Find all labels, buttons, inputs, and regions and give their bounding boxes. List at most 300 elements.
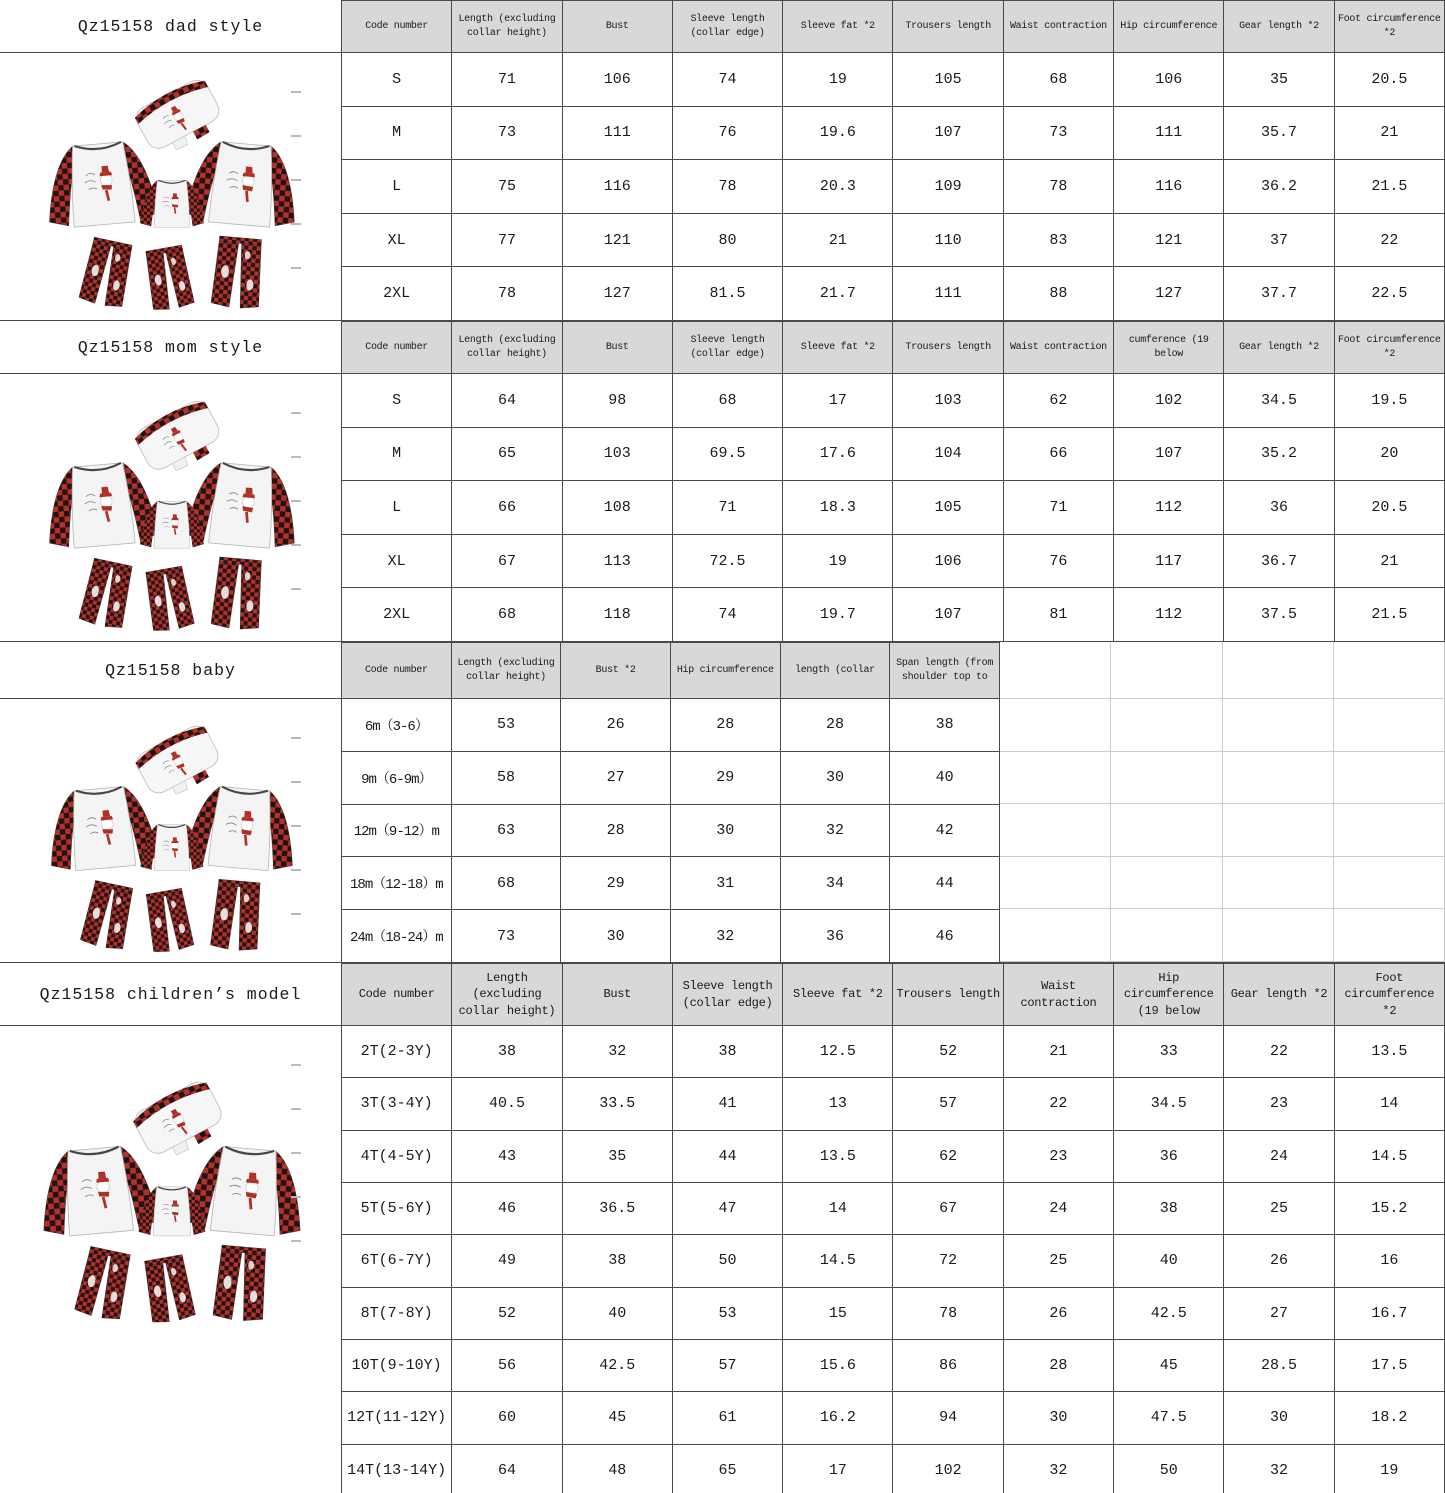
- pajama-set-image: [20, 63, 322, 319]
- dad-section-title: Qz15158 dad style: [0, 0, 341, 53]
- mom-left-panel: [0, 321, 341, 642]
- measurement-cell: 111: [893, 267, 1003, 321]
- header-row: [342, 322, 1445, 374]
- measurement-cell: 80: [672, 213, 782, 267]
- measurement-cell: 16: [1334, 1235, 1444, 1287]
- measurement-cell: 30: [780, 751, 890, 804]
- measurement-cell: 86: [893, 1339, 1003, 1391]
- measurement-cell: 32: [780, 804, 890, 857]
- table-row: [342, 751, 1000, 804]
- empty-grid-cell: [1111, 804, 1222, 857]
- measurement-cell: 30: [1224, 1392, 1334, 1444]
- measurement-cell: 12.5: [783, 1026, 893, 1078]
- measurement-cell: 40.5: [452, 1078, 562, 1130]
- children-product-image-area: [0, 1026, 341, 1493]
- measurement-cell: 68: [672, 374, 782, 428]
- measurement-cell: 29: [670, 751, 780, 804]
- measurement-cell: 108: [562, 481, 672, 535]
- measurement-cell: 30: [670, 804, 780, 857]
- empty-grid-cell: [1111, 642, 1222, 699]
- column-header: Bust: [562, 1, 672, 53]
- table-row: [342, 1235, 1445, 1287]
- measurement-cell: 121: [562, 213, 672, 267]
- measurement-cell: 64: [452, 374, 562, 428]
- table-row: [342, 106, 1445, 160]
- measurement-cell: 28: [670, 699, 780, 752]
- measurement-cell: 37.5: [1224, 588, 1334, 642]
- measurement-cell: 38: [1114, 1182, 1224, 1234]
- measurement-cell: 73: [451, 910, 561, 963]
- measurement-cell: 22: [1003, 1078, 1113, 1130]
- measurement-cell: 75: [452, 160, 562, 214]
- table-row: [342, 1026, 1445, 1078]
- baby-left-panel: [0, 642, 341, 963]
- measurement-cell: 25: [1003, 1235, 1113, 1287]
- measurement-cell: 22: [1224, 1026, 1334, 1078]
- measurement-cell: 33.5: [562, 1078, 672, 1130]
- column-header: Code number: [342, 643, 452, 699]
- measurement-cell: 17: [783, 1444, 893, 1493]
- size-code-cell: 12m（9-12）m: [342, 804, 452, 857]
- measurement-cell: 34: [780, 857, 890, 910]
- children-size-table: [341, 963, 1445, 1493]
- column-header: Gear length *2: [1224, 964, 1334, 1026]
- measurement-cell: 107: [893, 588, 1003, 642]
- empty-grid-cell: [1000, 857, 1111, 910]
- header-row: [342, 964, 1445, 1026]
- column-header: Foot circumference *2: [1334, 322, 1444, 374]
- empty-grid-cell: [1334, 804, 1445, 857]
- column-header: Length (excluding collar height): [452, 964, 562, 1026]
- measurement-cell: 32: [1224, 1444, 1334, 1493]
- measurement-cell: 14: [1334, 1078, 1444, 1130]
- measurement-cell: 106: [893, 534, 1003, 588]
- measurement-cell: 109: [893, 160, 1003, 214]
- mom-size-table: [341, 321, 1445, 642]
- column-header: Foot circumference *2: [1334, 1, 1444, 53]
- measurement-cell: 19: [783, 53, 893, 107]
- measurement-cell: 48: [562, 1444, 672, 1493]
- measurement-cell: 104: [893, 427, 1003, 481]
- measurement-cell: 88: [1003, 267, 1113, 321]
- column-header: Trousers length: [893, 964, 1003, 1026]
- column-header: Gear length *2: [1224, 1, 1334, 53]
- table-row: [342, 910, 1000, 963]
- baby-product-image-area: [0, 699, 341, 963]
- baby-section-title: Qz15158 baby: [0, 642, 341, 699]
- measurement-cell: 34.5: [1224, 374, 1334, 428]
- dad-size-table: [341, 0, 1445, 321]
- section-children: [0, 963, 1445, 1493]
- measurement-cell: 103: [562, 427, 672, 481]
- measurement-cell: 121: [1114, 213, 1224, 267]
- table-row: [342, 1078, 1445, 1130]
- empty-grid-cell: [1223, 752, 1334, 805]
- measurement-cell: 13.5: [1334, 1026, 1444, 1078]
- header-row: [342, 643, 1000, 699]
- measurement-cell: 81: [1003, 588, 1113, 642]
- measurement-cell: 107: [1114, 427, 1224, 481]
- measurement-cell: 40: [1114, 1235, 1224, 1287]
- column-header: Sleeve length (collar edge): [672, 322, 782, 374]
- column-header: Length (excluding collar height): [452, 1, 562, 53]
- baby-empty-grid: [1000, 642, 1445, 963]
- measurement-cell: 68: [1003, 53, 1113, 107]
- empty-grid-cell: [1111, 909, 1222, 962]
- column-header: Trousers length: [893, 322, 1003, 374]
- size-code-cell: 9m（6-9m）: [342, 751, 452, 804]
- measurement-cell: 28: [780, 699, 890, 752]
- measurement-cell: 46: [890, 910, 1000, 963]
- measure-dashes: [291, 737, 301, 957]
- empty-grid-cell: [1334, 699, 1445, 752]
- measurement-cell: 53: [672, 1287, 782, 1339]
- measurement-cell: 102: [1114, 374, 1224, 428]
- measurement-cell: 36.7: [1224, 534, 1334, 588]
- empty-grid-cell: [1111, 752, 1222, 805]
- measurement-cell: 73: [1003, 106, 1113, 160]
- empty-grid-cell: [1223, 857, 1334, 910]
- size-code-cell: 2XL: [342, 267, 452, 321]
- children-section-title: Qz15158 children’s model: [0, 963, 341, 1026]
- section-baby: [0, 642, 1445, 963]
- measurement-cell: 52: [452, 1287, 562, 1339]
- table-row: [342, 213, 1445, 267]
- measurement-cell: 28: [1003, 1339, 1113, 1391]
- measurement-cell: 110: [893, 213, 1003, 267]
- measurement-cell: 18.2: [1334, 1392, 1444, 1444]
- measurement-cell: 41: [672, 1078, 782, 1130]
- measurement-cell: 35: [1224, 53, 1334, 107]
- table-row: [342, 1130, 1445, 1182]
- measurement-cell: 127: [562, 267, 672, 321]
- measurement-cell: 13.5: [783, 1130, 893, 1182]
- measurement-cell: 27: [561, 751, 671, 804]
- measurement-cell: 66: [1003, 427, 1113, 481]
- table-row: [342, 588, 1445, 642]
- measurement-cell: 69.5: [672, 427, 782, 481]
- baby-size-table: [341, 642, 1000, 963]
- measurement-cell: 21.7: [783, 267, 893, 321]
- size-code-cell: XL: [342, 534, 452, 588]
- measurement-cell: 38: [562, 1235, 672, 1287]
- column-header: Hip circumference (19 below: [1114, 964, 1224, 1026]
- measurement-cell: 112: [1114, 588, 1224, 642]
- empty-grid-cell: [1111, 699, 1222, 752]
- size-code-cell: 4T(4-5Y): [342, 1130, 452, 1182]
- measurement-cell: 15.6: [783, 1339, 893, 1391]
- measurement-cell: 38: [890, 699, 1000, 752]
- column-header: Waist contraction: [1003, 322, 1113, 374]
- column-header: Bust: [562, 322, 672, 374]
- column-header: Code number: [342, 1, 452, 53]
- column-header: Hip circumference: [1114, 1, 1224, 53]
- column-header: Code number: [342, 322, 452, 374]
- measurement-cell: 34.5: [1114, 1078, 1224, 1130]
- measurement-cell: 61: [672, 1392, 782, 1444]
- measurement-cell: 103: [893, 374, 1003, 428]
- measurement-cell: 36: [1224, 481, 1334, 535]
- column-header: Waist contraction: [1003, 964, 1113, 1026]
- measurement-cell: 72: [893, 1235, 1003, 1287]
- dad-product-image-area: [0, 53, 341, 321]
- children-left-panel: [0, 963, 341, 1493]
- measurement-cell: 118: [562, 588, 672, 642]
- measurement-cell: 102: [893, 1444, 1003, 1493]
- measurement-cell: 116: [562, 160, 672, 214]
- measurement-cell: 32: [670, 910, 780, 963]
- measurement-cell: 81.5: [672, 267, 782, 321]
- size-code-cell: M: [342, 106, 452, 160]
- measurement-cell: 14.5: [1334, 1130, 1444, 1182]
- measurement-cell: 72.5: [672, 534, 782, 588]
- measurement-cell: 21.5: [1334, 160, 1444, 214]
- measurement-cell: 107: [893, 106, 1003, 160]
- measurement-cell: 17: [783, 374, 893, 428]
- measurement-cell: 20.5: [1334, 481, 1444, 535]
- measurement-cell: 113: [562, 534, 672, 588]
- measurement-cell: 78: [893, 1287, 1003, 1339]
- measurement-cell: 28.5: [1224, 1339, 1334, 1391]
- size-code-cell: S: [342, 53, 452, 107]
- size-code-cell: M: [342, 427, 452, 481]
- empty-grid-cell: [1000, 642, 1111, 699]
- measurement-cell: 78: [1003, 160, 1113, 214]
- measurement-cell: 29: [561, 857, 671, 910]
- measurement-cell: 24: [1003, 1182, 1113, 1234]
- measurement-cell: 68: [451, 857, 561, 910]
- measurement-cell: 56: [452, 1339, 562, 1391]
- mom-section-title: Qz15158 mom style: [0, 321, 341, 374]
- measurement-cell: 52: [893, 1026, 1003, 1078]
- table-row: [342, 53, 1445, 107]
- measure-dashes: [291, 1064, 301, 1284]
- size-code-cell: XL: [342, 213, 452, 267]
- measurement-cell: 106: [1114, 53, 1224, 107]
- measurement-cell: 37: [1224, 213, 1334, 267]
- column-header: Length (excluding collar height): [452, 322, 562, 374]
- empty-grid-cell: [1334, 857, 1445, 910]
- measurement-cell: 111: [1114, 106, 1224, 160]
- measurement-cell: 25: [1224, 1182, 1334, 1234]
- measurement-cell: 20.3: [783, 160, 893, 214]
- empty-grid-cell: [1334, 752, 1445, 805]
- measurement-cell: 106: [562, 53, 672, 107]
- measurement-cell: 23: [1003, 1130, 1113, 1182]
- measurement-cell: 31: [670, 857, 780, 910]
- measurement-cell: 47.5: [1114, 1392, 1224, 1444]
- measurement-cell: 73: [452, 106, 562, 160]
- empty-grid-cell: [1223, 804, 1334, 857]
- measurement-cell: 105: [893, 481, 1003, 535]
- measurement-cell: 17.6: [783, 427, 893, 481]
- size-code-cell: S: [342, 374, 452, 428]
- column-header: Sleeve fat *2: [783, 1, 893, 53]
- table-row: [342, 699, 1000, 752]
- measurement-cell: 32: [562, 1026, 672, 1078]
- column-header: Bust *2: [561, 643, 671, 699]
- measurement-cell: 43: [452, 1130, 562, 1182]
- table-row: [342, 1182, 1445, 1234]
- measurement-cell: 127: [1114, 267, 1224, 321]
- measurement-cell: 19.6: [783, 106, 893, 160]
- measurement-cell: 36.5: [562, 1182, 672, 1234]
- measurement-cell: 36.2: [1224, 160, 1334, 214]
- empty-grid-cell: [1334, 642, 1445, 699]
- baby-table-wrap: [341, 642, 1445, 963]
- measurement-cell: 94: [893, 1392, 1003, 1444]
- size-code-cell: 6T(6-7Y): [342, 1235, 452, 1287]
- measurement-cell: 40: [890, 751, 1000, 804]
- measurement-cell: 67: [893, 1182, 1003, 1234]
- measurement-cell: 45: [562, 1392, 672, 1444]
- column-header: Code number: [342, 964, 452, 1026]
- empty-grid-cell: [1334, 909, 1445, 962]
- measurement-cell: 22.5: [1334, 267, 1444, 321]
- measure-dashes: [291, 91, 301, 311]
- size-code-cell: 2XL: [342, 588, 452, 642]
- measurement-cell: 65: [452, 427, 562, 481]
- table-row: [342, 427, 1445, 481]
- measurement-cell: 19.7: [783, 588, 893, 642]
- measurement-cell: 42.5: [1114, 1287, 1224, 1339]
- pajama-set-image: [20, 1064, 322, 1332]
- measurement-cell: 37.7: [1224, 267, 1334, 321]
- measurement-cell: 105: [893, 53, 1003, 107]
- table-row: [342, 1339, 1445, 1391]
- measurement-cell: 17.5: [1334, 1339, 1444, 1391]
- measurement-cell: 62: [1003, 374, 1113, 428]
- measurement-cell: 76: [1003, 534, 1113, 588]
- measurement-cell: 77: [452, 213, 562, 267]
- measurement-cell: 24: [1224, 1130, 1334, 1182]
- empty-grid-cell: [1000, 699, 1111, 752]
- measurement-cell: 22: [1334, 213, 1444, 267]
- measurement-cell: 58: [451, 751, 561, 804]
- size-code-cell: 18m（12-18）m: [342, 857, 452, 910]
- measurement-cell: 21: [1334, 106, 1444, 160]
- measurement-cell: 15.2: [1334, 1182, 1444, 1234]
- dad-left-panel: [0, 0, 341, 321]
- measurement-cell: 14: [783, 1182, 893, 1234]
- measurement-cell: 35: [562, 1130, 672, 1182]
- mom-product-image-area: [0, 374, 341, 642]
- table-row: [342, 374, 1445, 428]
- measurement-cell: 35.2: [1224, 427, 1334, 481]
- measurement-cell: 53: [451, 699, 561, 752]
- measurement-cell: 78: [672, 160, 782, 214]
- measurement-cell: 44: [890, 857, 1000, 910]
- measurement-cell: 57: [672, 1339, 782, 1391]
- measurement-cell: 19.5: [1334, 374, 1444, 428]
- measurement-cell: 116: [1114, 160, 1224, 214]
- measurement-cell: 15: [783, 1287, 893, 1339]
- measurement-cell: 21: [783, 213, 893, 267]
- table-row: [342, 857, 1000, 910]
- measurement-cell: 18.3: [783, 481, 893, 535]
- measurement-cell: 66: [452, 481, 562, 535]
- column-header: Hip circumference: [670, 643, 780, 699]
- measurement-cell: 42: [890, 804, 1000, 857]
- measurement-cell: 19: [783, 534, 893, 588]
- measurement-cell: 36: [1114, 1130, 1224, 1182]
- measurement-cell: 21.5: [1334, 588, 1444, 642]
- measurement-cell: 40: [562, 1287, 672, 1339]
- measurement-cell: 27: [1224, 1287, 1334, 1339]
- column-header: Bust: [562, 964, 672, 1026]
- size-code-cell: L: [342, 160, 452, 214]
- table-row: [342, 267, 1445, 321]
- size-code-cell: 6m（3-6）: [342, 699, 452, 752]
- measurement-cell: 71: [452, 53, 562, 107]
- empty-grid-cell: [1223, 642, 1334, 699]
- measurement-cell: 38: [672, 1026, 782, 1078]
- measurement-cell: 60: [452, 1392, 562, 1444]
- measurement-cell: 16.2: [783, 1392, 893, 1444]
- measurement-cell: 112: [1114, 481, 1224, 535]
- measurement-cell: 45: [1114, 1339, 1224, 1391]
- measurement-cell: 28: [561, 804, 671, 857]
- size-code-cell: 2T(2-3Y): [342, 1026, 452, 1078]
- pajama-set-image: [20, 384, 322, 640]
- measurement-cell: 20: [1334, 427, 1444, 481]
- measurement-cell: 117: [1114, 534, 1224, 588]
- empty-grid-cell: [1111, 857, 1222, 910]
- size-code-cell: 5T(5-6Y): [342, 1182, 452, 1234]
- measurement-cell: 16.7: [1334, 1287, 1444, 1339]
- measurement-cell: 38: [452, 1026, 562, 1078]
- measurement-cell: 111: [562, 106, 672, 160]
- measurement-cell: 47: [672, 1182, 782, 1234]
- header-row: [342, 1, 1445, 53]
- measurement-cell: 67: [452, 534, 562, 588]
- table-row: [342, 481, 1445, 535]
- measurement-cell: 30: [561, 910, 671, 963]
- measurement-cell: 50: [1114, 1444, 1224, 1493]
- column-header: Sleeve fat *2: [783, 322, 893, 374]
- empty-grid-cell: [1000, 909, 1111, 962]
- empty-grid-cell: [1223, 699, 1334, 752]
- size-code-cell: 3T(3-4Y): [342, 1078, 452, 1130]
- empty-grid-cell: [1000, 752, 1111, 805]
- measurement-cell: 74: [672, 53, 782, 107]
- table-row: [342, 1392, 1445, 1444]
- column-header: length (collar: [780, 643, 890, 699]
- measurement-cell: 50: [672, 1235, 782, 1287]
- column-header: Sleeve fat *2: [783, 964, 893, 1026]
- column-header: Waist contraction: [1003, 1, 1113, 53]
- measurement-cell: 35.7: [1224, 106, 1334, 160]
- measurement-cell: 49: [452, 1235, 562, 1287]
- measurement-cell: 14.5: [783, 1235, 893, 1287]
- measurement-cell: 64: [452, 1444, 562, 1493]
- measurement-cell: 83: [1003, 213, 1113, 267]
- measurement-cell: 65: [672, 1444, 782, 1493]
- measurement-cell: 71: [672, 481, 782, 535]
- measurement-cell: 42.5: [562, 1339, 672, 1391]
- size-code-cell: 12T(11-12Y): [342, 1392, 452, 1444]
- measurement-cell: 62: [893, 1130, 1003, 1182]
- size-code-cell: 24m（18-24）m: [342, 910, 452, 963]
- measurement-cell: 21: [1003, 1026, 1113, 1078]
- empty-grid-cell: [1000, 804, 1111, 857]
- measurement-cell: 71: [1003, 481, 1113, 535]
- measurement-cell: 23: [1224, 1078, 1334, 1130]
- measurement-cell: 57: [893, 1078, 1003, 1130]
- measurement-cell: 33: [1114, 1026, 1224, 1078]
- table-row: [342, 1444, 1445, 1493]
- column-header: Length (excluding collar height): [451, 643, 561, 699]
